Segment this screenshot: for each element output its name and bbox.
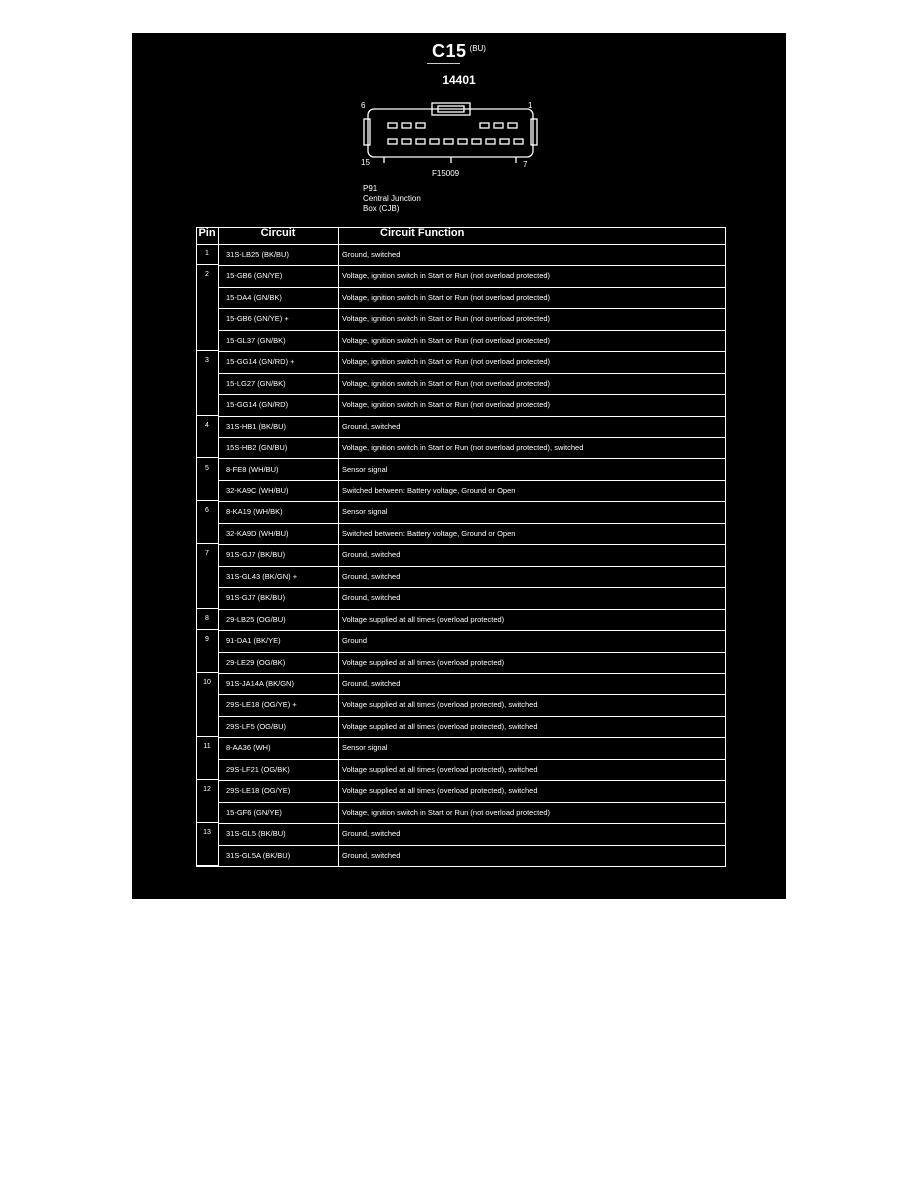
circuit-cell: 15-GG14 (GN/RD) + xyxy=(226,357,295,367)
table-row xyxy=(218,674,726,695)
table-row xyxy=(218,481,726,502)
function-cell: Voltage, ignition switch in Start or Run (not overload protected) xyxy=(342,314,551,324)
title-underline xyxy=(427,63,460,64)
circuit-cell: 15S-HB2 (GN/BU) xyxy=(226,443,288,453)
table-row xyxy=(218,738,726,759)
header-pin: Pin xyxy=(196,227,218,245)
function-cell: Switched between: Battery voltage, Ground or Open xyxy=(342,528,516,538)
location-line: Box (CJB) xyxy=(363,204,400,213)
circuit-cell: 15-GF6 (GN/YE) xyxy=(226,807,282,817)
table-row xyxy=(218,567,726,588)
pin-number: 6 xyxy=(196,502,218,544)
circuit-cell: 91S-JA14A (BK/GN) xyxy=(226,679,294,688)
function-cell: Voltage supplied at all times (overload protected), switched xyxy=(342,764,538,774)
table-row xyxy=(218,524,726,545)
pin-number: 10 xyxy=(196,674,218,737)
function-cell: Voltage, ignition switch in Start or Run (not overload protected) xyxy=(342,807,551,817)
table-row xyxy=(218,460,726,481)
pin-label-15: 15 xyxy=(361,158,370,167)
location-line: P91 xyxy=(363,184,378,193)
function-cell: Ground, switched xyxy=(342,550,401,560)
function-cell: Switched between: Battery voltage, Ground or Open xyxy=(342,485,516,495)
function-cell: Voltage supplied at all times (overload protected) xyxy=(342,657,505,667)
function-cell: Voltage supplied at all times (overload protected), switched xyxy=(342,721,538,731)
function-cell: Voltage, ignition switch in Start or Run (not overload protected) xyxy=(342,357,551,367)
function-cell: Sensor signal xyxy=(342,464,388,474)
function-cell: Sensor signal xyxy=(342,743,388,753)
circuit-cell: 32-KA9C (WH/BU) xyxy=(226,485,289,495)
function-cell: Ground xyxy=(342,636,368,646)
table-row xyxy=(218,288,726,309)
circuit-cell: 15-GB6 (GN/YE) + xyxy=(226,314,289,324)
pin-number: 5 xyxy=(196,460,218,502)
circuit-cell: 29S-LF5 (OG/BU) xyxy=(226,721,287,731)
table-row xyxy=(218,438,726,459)
table-row xyxy=(218,631,726,652)
function-cell: Ground, switched xyxy=(342,850,401,860)
connector-id: C15 xyxy=(432,41,467,61)
circuit-cell: 29-LB25 (OG/BU) xyxy=(226,614,286,624)
table-row xyxy=(218,266,726,287)
circuit-cell: 32-KA9D (WH/BU) xyxy=(226,528,289,538)
table-row xyxy=(218,717,726,738)
table-row xyxy=(218,352,726,373)
pin-label-6: 6 xyxy=(361,101,366,110)
function-cell: Voltage supplied at all times (overload protected), switched xyxy=(342,786,538,796)
pin-number: 7 xyxy=(196,545,218,608)
pin-number: 8 xyxy=(196,610,218,630)
table-row xyxy=(218,417,726,438)
function-cell: Sensor signal xyxy=(342,507,388,517)
pin-number: 1 xyxy=(196,245,218,265)
table-row xyxy=(218,846,726,867)
connector-title xyxy=(132,41,786,62)
function-cell: Voltage supplied at all times (overload protected), switched xyxy=(342,700,538,710)
function-cell: Ground, switched xyxy=(342,593,401,603)
table-row xyxy=(218,245,726,266)
circuit-cell: 31S-GL5 (BK/BU) xyxy=(226,829,286,839)
circuit-cell: 8-AA36 (WH) xyxy=(226,743,271,753)
table-row xyxy=(218,803,726,824)
function-cell: Voltage, ignition switch in Start or Run (not overload protected) xyxy=(342,335,551,345)
table-row xyxy=(218,653,726,674)
circuit-cell: 29-LE29 (OG/BK) xyxy=(226,657,286,667)
function-cell: Ground, switched xyxy=(342,571,401,581)
table-row xyxy=(218,331,726,352)
pin-label-7: 7 xyxy=(523,160,528,169)
pin-number: 11 xyxy=(196,738,218,780)
pin-number: 3 xyxy=(196,352,218,415)
function-cell: Ground, switched xyxy=(342,679,401,688)
pin-label-1: 1 xyxy=(528,101,533,110)
circuit-cell: 15-DA4 (GN/BK) xyxy=(226,292,282,302)
table-row xyxy=(218,374,726,395)
table-row xyxy=(218,588,726,609)
location-line: Central Junction xyxy=(363,194,421,203)
circuit-cell: 91S-GJ7 (BK/BU) xyxy=(226,550,286,560)
function-cell: Ground, switched xyxy=(342,250,401,259)
table-row xyxy=(218,610,726,631)
circuit-cell: 31S-GL43 (BK/GN) + xyxy=(226,571,298,581)
pin-number: 2 xyxy=(196,266,218,351)
table-row xyxy=(218,309,726,330)
function-cell: Voltage, ignition switch in Start or Run (not overload protected), switched xyxy=(342,443,584,453)
part-number: 14401 xyxy=(442,73,476,87)
circuit-cell: 15-LG27 (GN/BK) xyxy=(226,378,286,388)
circuit-cell: 91-DA1 (BK/YE) xyxy=(226,636,281,646)
pin-number: 13 xyxy=(196,824,218,866)
connector-face-diagram xyxy=(356,101,546,169)
function-cell: Voltage, ignition switch in Start or Run (not overload protected) xyxy=(342,378,551,388)
circuit-cell: 15-GG14 (GN/RD) xyxy=(226,400,289,410)
table-row xyxy=(218,760,726,781)
table-row xyxy=(218,395,726,416)
circuit-cell: 8-KA19 (WH/BK) xyxy=(226,507,283,517)
pin-number: 9 xyxy=(196,631,218,673)
function-cell: Voltage, ignition switch in Start or Run (not overload protected) xyxy=(342,292,551,302)
circuit-cell: 29S-LF21 (OG/BK) xyxy=(226,764,290,774)
function-cell: Ground, switched xyxy=(342,421,401,431)
function-cell: Voltage supplied at all times (overload protected) xyxy=(342,614,505,624)
circuit-cell: 8-FE8 (WH/BU) xyxy=(226,464,279,474)
connector-sheet xyxy=(132,33,786,899)
table-row xyxy=(218,502,726,523)
circuit-cell: 15-GL37 (GN/BK) xyxy=(226,335,286,345)
location-block xyxy=(363,184,421,214)
pin-number: 4 xyxy=(196,417,218,459)
pin-number: 12 xyxy=(196,781,218,823)
circuit-cell: 29S-LE18 (OG/YE) + xyxy=(226,700,297,710)
function-cell: Voltage, ignition switch in Start or Run (not overload protected) xyxy=(342,400,551,410)
header-function: Circuit Function xyxy=(338,227,726,245)
connector-color: (BU) xyxy=(469,44,486,53)
table-row xyxy=(218,695,726,716)
table-row xyxy=(218,545,726,566)
table-row xyxy=(218,781,726,802)
function-cell: Ground, switched xyxy=(342,829,401,839)
circuit-cell: 15-GB6 (GN/YE) xyxy=(226,271,283,281)
circuit-cell: 29S-LE18 (OG/YE) xyxy=(226,786,291,796)
circuit-cell: 31S-LB25 (BK/BU) xyxy=(226,250,289,259)
header-circuit: Circuit xyxy=(218,227,338,245)
table-row xyxy=(218,824,726,845)
circuit-cell: 31S-GL5A (BK/BU) xyxy=(226,850,291,860)
function-cell: Voltage, ignition switch in Start or Run (not overload protected) xyxy=(342,271,551,281)
circuit-cell: 91S-GJ7 (BK/BU) xyxy=(226,593,286,603)
diagram-code: F15009 xyxy=(432,169,460,178)
circuit-cell: 31S-HB1 (BK/BU) xyxy=(226,421,287,431)
